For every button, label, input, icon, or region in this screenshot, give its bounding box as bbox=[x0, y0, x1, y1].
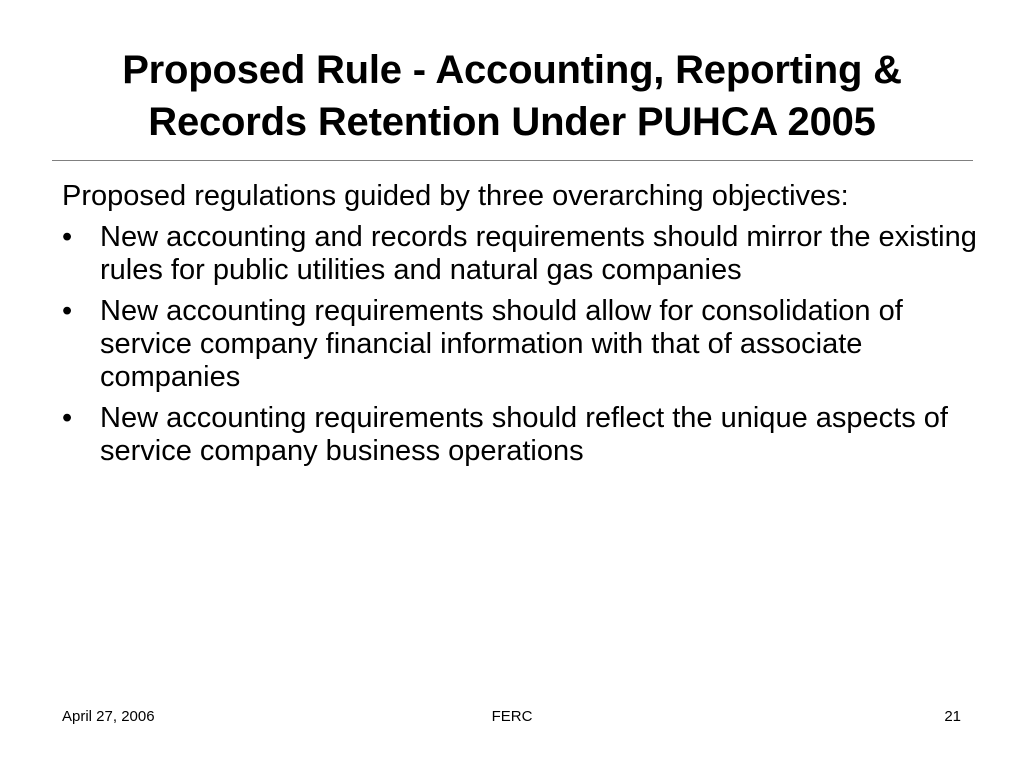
bullet-list bbox=[62, 221, 977, 468]
bullet-icon: • bbox=[62, 295, 73, 327]
bullet-text: New accounting requirements should reflect the unique aspects of service company business operations bbox=[100, 402, 948, 467]
bullet-item bbox=[62, 402, 977, 468]
slide-body bbox=[62, 180, 977, 476]
bullet-text: New accounting and records requirements should mirror the existing rules for public utilities and natural gas companies bbox=[100, 221, 977, 286]
bullet-icon: • bbox=[62, 221, 73, 253]
slide-title: Proposed Rule - Accounting, Reporting & Records Retention Under PUHCA 2005 bbox=[122, 48, 902, 144]
footer-date: April 27, 2006 bbox=[62, 708, 155, 725]
footer-organization: FERC bbox=[491, 708, 533, 725]
intro-text: Proposed regulations guided by three overarching objectives: bbox=[62, 180, 849, 212]
bullet-item bbox=[62, 221, 977, 287]
bullet-icon: • bbox=[62, 402, 73, 434]
page-number: 21 bbox=[944, 708, 961, 725]
bullet-item bbox=[62, 295, 977, 394]
title-divider bbox=[52, 160, 973, 161]
bullet-text: New accounting requirements should allow for consolidation of service company financial information with that of associate companies bbox=[100, 295, 903, 393]
